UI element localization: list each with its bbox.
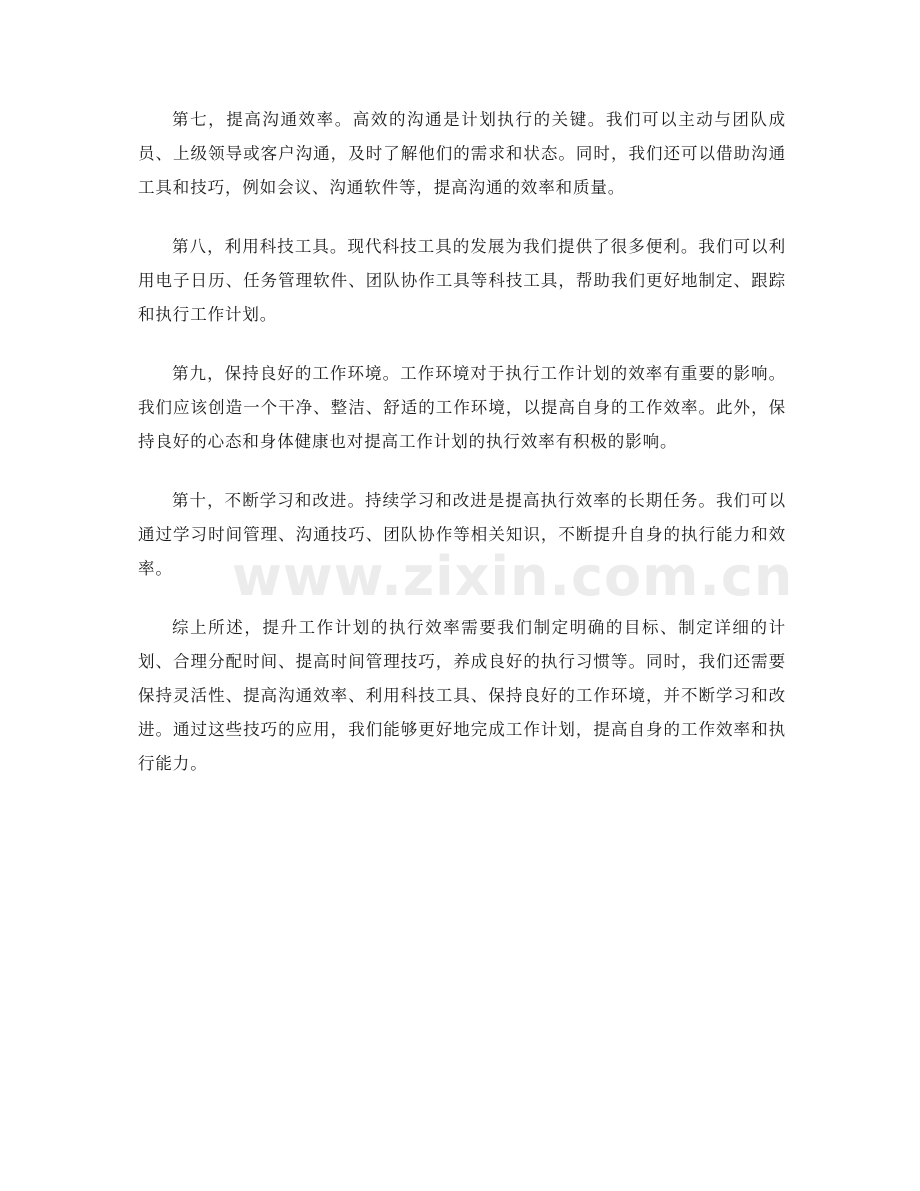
paragraph-summary: 综上所述，提升工作计划的执行效率需要我们制定明确的目标、制定详细的计划、合理分配时间、提高时间管理技巧，养成良好的执行习惯等。同时，我们还需要保持灵活性、提高沟通效率、利用科技工具、保持良好的工作环境，并不断学习和改进。通过这些技巧的应用，我们能够更好地完成工作计划，提高自身的工作效率和执行能力。 [138,618,786,773]
paragraph-7: 第七，提高沟通效率。高效的沟通是计划执行的关键。我们可以主动与团队成员、上级领导或客户沟通，及时了解他们的需求和状态。同时，我们还可以借助沟通工具和技巧，例如会议、沟通软件等，提高沟通的效率和质量。 [138,110,786,197]
paragraph-8: 第八，利用科技工具。现代科技工具的发展为我们提供了很多便利。我们可以利用电子日历、任务管理软件、团队协作工具等科技工具，帮助我们更好地制定、跟踪和执行工作计划。 [138,237,786,324]
watermark: www.zixin.com.cn [232,545,794,608]
paragraph-10: 第十，不断学习和改进。持续学习和改进是提高执行效率的长期任务。我们可以通过学习时间管理、沟通技巧、团队协作等相关知识，不断提升自身的执行能力和效率。 [138,491,786,578]
document-body [138,103,794,806]
paragraph-9: 第九，保持良好的工作环境。工作环境对于执行工作计划的效率有重要的影响。我们应该创造一个干净、整洁、舒适的工作环境，以提高自身的工作效率。此外，保持良好的心态和身体健康也对提高工作计划的执行效率有积极的影响。 [138,364,786,451]
